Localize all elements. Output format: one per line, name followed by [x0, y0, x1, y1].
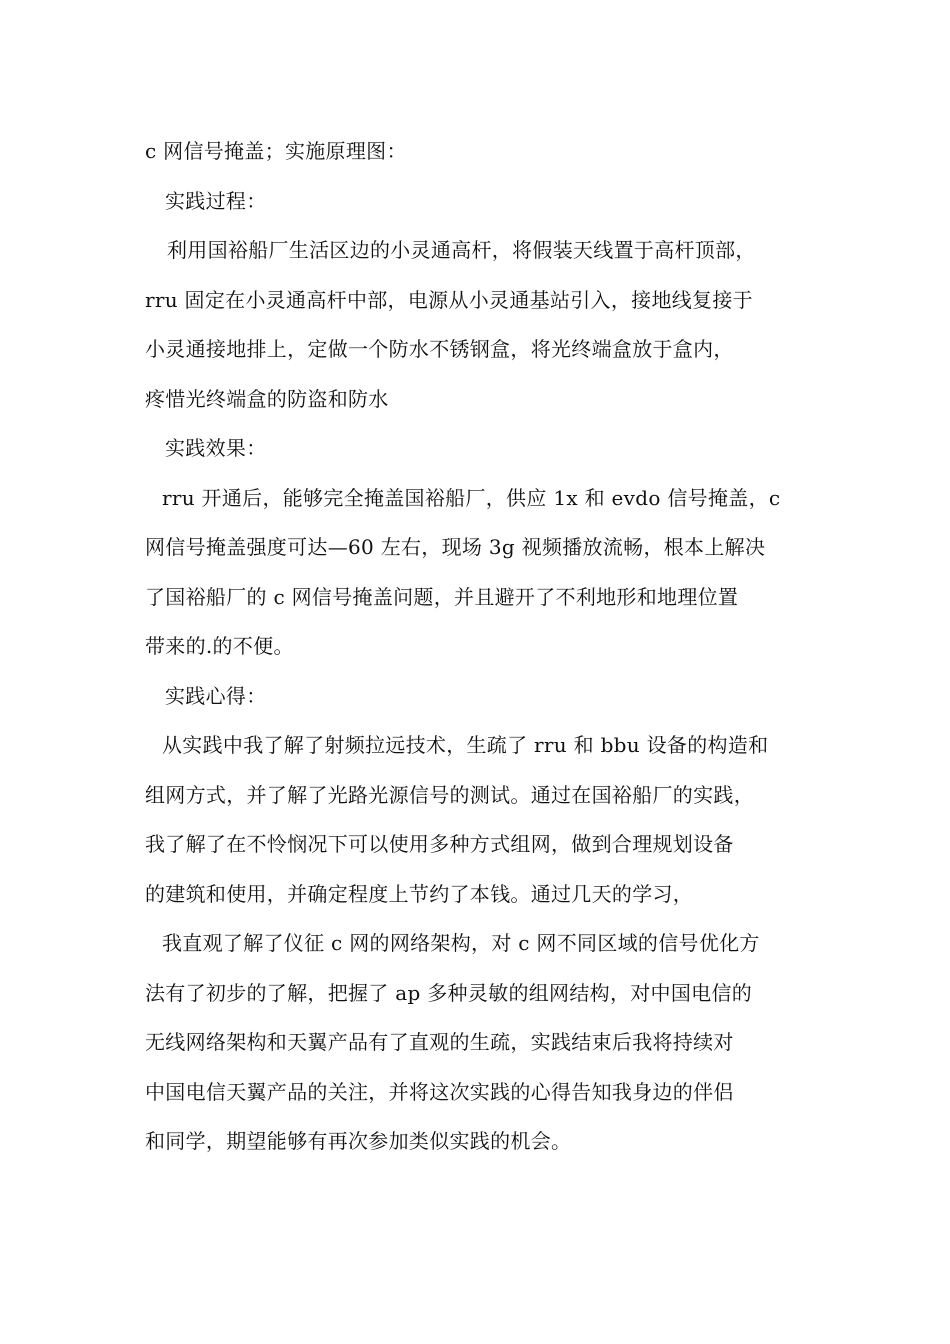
- text-line-15: 我了解了在不怜悯况下可以使用多种方式组网，做到合理规划设备: [145, 832, 734, 856]
- section-heading-process: 实践过程：: [165, 188, 267, 213]
- document-body: [145, 127, 835, 1167]
- text-line-10: 了国裕船厂的 c 网信号掩盖问题，并且避开了不利地形和地理位置: [145, 584, 739, 609]
- text-line-1: c 网信号掩盖；实施原理图：: [145, 139, 407, 163]
- section-heading-experience: 实践心得：: [165, 683, 267, 708]
- text-line-21: 和同学，期望能够有再次参加类似实践的机会。: [145, 1129, 572, 1153]
- text-line-11: 带来的.的不便。: [145, 634, 294, 658]
- text-line-9: 网信号掩盖强度可达—60 左右，现场 3g 视频播放流畅，根本上解决: [145, 535, 766, 559]
- text-line-8: rru 开通后，能够完全掩盖国裕船厂，供应 1x 和 evdo 信号掩盖，c: [162, 485, 781, 510]
- text-line-17: 我直观了解了仪征 c 网的网络架构，对 c 网不同区域的信号优化方: [162, 931, 760, 955]
- text-line-20: 中国电信天翼产品的关注，并将这次实践的心得告知我身边的伴侣: [145, 1079, 734, 1104]
- text-line-19: 无线网络架构和天翼产品有了直观的生疏，实践结束后我将持续对: [145, 1030, 734, 1054]
- text-line-16: 的建筑和使用，并确定程度上节约了本钱。通过几天的学习，: [145, 881, 694, 906]
- text-line-5: 小灵通接地排上，定做一个防水不锈钢盒，将光终端盒放于盒内，: [145, 337, 734, 361]
- text-line-14: 组网方式，并了解了光路光源信号的测试。通过在国裕船厂的实践，: [145, 782, 754, 807]
- text-line-4: rru 固定在小灵通高杆中部，电源从小灵通基站引入，接地线复接于: [145, 287, 753, 312]
- text-line-13: 从实践中我了解了射频拉远技术，生疏了 rru 和 bbu 设备的构造和: [162, 733, 769, 757]
- section-heading-effect: 实践效果：: [165, 436, 267, 460]
- text-line-6: 疼惜光终端盒的防盗和防水: [145, 386, 389, 411]
- text-line-3: 利用国裕船厂生活区边的小灵通高杆，将假装天线置于高杆顶部，: [167, 238, 756, 262]
- text-line-18: 法有了初步的了解，把握了 ap 多种灵敏的组网结构，对中国电信的: [145, 980, 753, 1005]
